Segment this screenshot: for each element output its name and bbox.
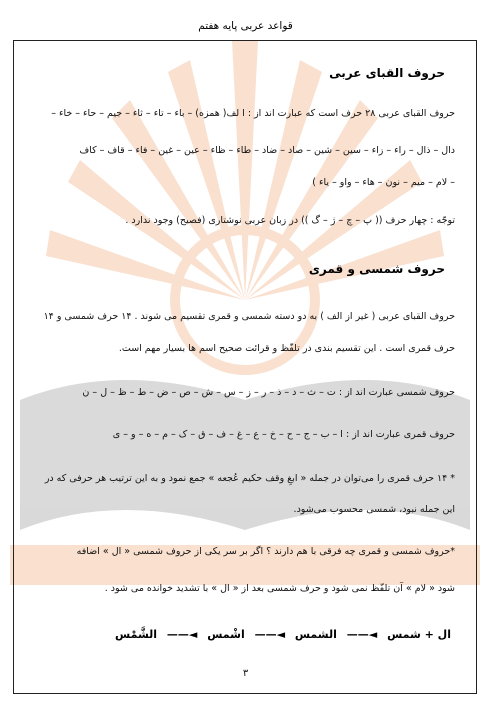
arrow-icon: ◄——: [254, 628, 286, 641]
arrow-icon: ◄——: [166, 628, 198, 641]
page-number: ۳: [242, 668, 249, 679]
page-title: قواعد عربی پایه هفتم: [198, 20, 293, 32]
paragraph-line: حروف القبای عربی ( غیر از الف ) به دو دسته شمسی و قمری تقسیم می شوند . ۱۴ حرف شمسی و ۱۴: [43, 311, 455, 322]
note-line: توجّه : چهار حرف (( پ – چ – ژ – گ )) در زبان عربی نوشتاری (فصیح) وجود ندارد .: [125, 215, 455, 226]
paragraph-line: حرف قمری است . این تقسیم بندی در تلفّظ و قرائت صحیح اسم ها بسیار مهم است.: [118, 343, 455, 354]
paragraph-line: دال – ذال – راء – زاء – سین – شین – صاد – ضاد – طاء – ظاء – عین – غین – فاء – قاف – کاف: [79, 145, 455, 156]
paragraph-line: حروف القبای عربی ۲۸ حرف است که عبارت اند از : ا لف( همزه) – باء – تاء – ثاء – جیم – حاء – خاء –: [51, 108, 455, 119]
arrow-icon: ◄——: [346, 628, 378, 641]
example-chain: [115, 628, 451, 641]
example-step: اشْمس: [207, 628, 245, 641]
paragraph-line: * ۱۴ حرف قمری را می‌توان در جمله « ابغِ وقف حکیم عُجعه » جمع نمود و به این ترتیب هر حرفی که در: [44, 473, 455, 484]
paragraph-line: – لام – میم – نون – هاء – واو – یاء ): [312, 177, 455, 188]
lunar-letters-line: حروف قمری عبارت اند از : ا – ب – ج – ح – خ – ع – غ – ف – ق – ک – م – ه – و – ی: [112, 429, 455, 440]
section-heading-solar-lunar: حروف شمسی و قمری: [308, 262, 445, 276]
example-step: الشَّمْس: [115, 628, 158, 641]
example-step: الشمس: [294, 628, 337, 641]
section-heading-alphabet: حروف القبای عربی: [329, 66, 445, 80]
paragraph-line: این جمله نبود، شمسی محسوب می‌شود.: [293, 504, 455, 515]
paragraph-line: *حروف شمسی و قمری چه فرقی با هم دارند ؟ اگر بر سر یکی از حروف شمسی « ال » اضافه: [76, 546, 455, 557]
example-step: ال + شمس: [387, 628, 451, 641]
solar-letters-line: حروف شمسی عبارت اند از : ت – ث – د – ذ – ر – ز – س – ش – ص – ض – ط – ظ – ل – ن: [82, 387, 455, 398]
paragraph-line: شود « لام » آن تلفّظ نمی شود و حرف شمسی بعد از « ال » با تشدید خوانده می شود .: [104, 583, 455, 594]
